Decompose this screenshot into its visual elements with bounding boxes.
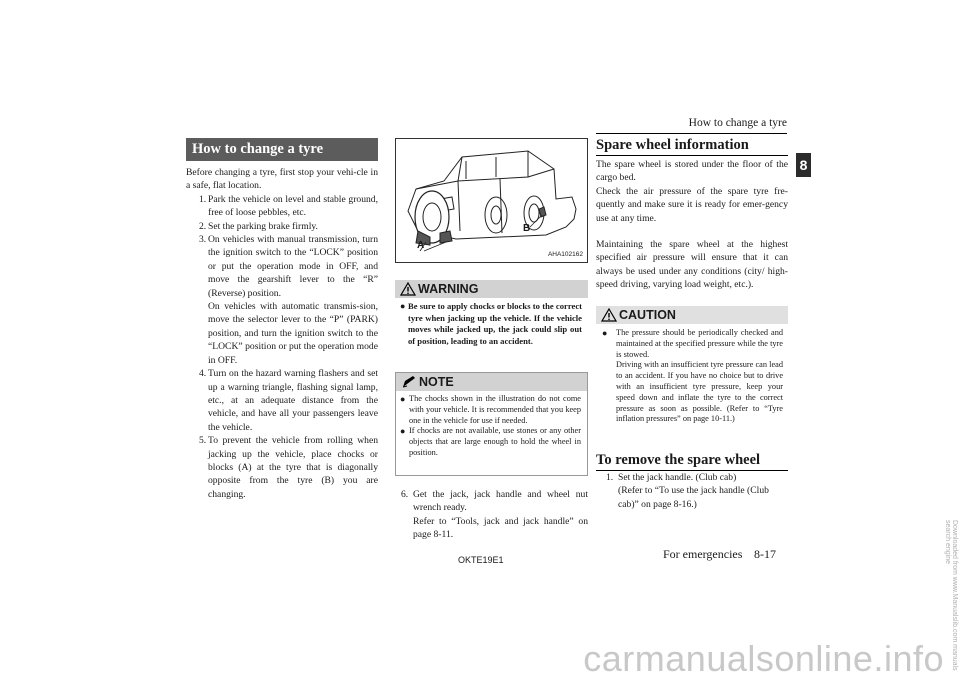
warning-box	[395, 280, 588, 361]
warning-triangle-icon	[400, 282, 416, 296]
chapter-tab[interactable]: 8	[796, 153, 811, 177]
remove-step-1: 1. Set the jack handle. (Club cab) (Refer to “To use the jack handle (Club cab)” on page 8-16.)	[596, 471, 788, 511]
caution-text-1: The pressure should be periodically checked and maintained at the specified pressure while the tyre is stowed.	[616, 328, 783, 359]
note-label: NOTE	[419, 375, 454, 389]
note-item-1: ● The chocks shown in the illustration do not come with your vehicle. It is recommended that you keep one in the vehicle for use if needed.	[400, 394, 581, 425]
warning-label: WARNING	[418, 282, 479, 296]
side-watermark: Downloaded from www.Manualslib.com manuals search engine	[944, 520, 958, 671]
section-title-spare-wheel: Spare wheel information	[596, 137, 749, 153]
left-column	[186, 166, 378, 501]
section-title-remove-spare: To remove the spare wheel	[596, 452, 761, 468]
truck-drawing	[396, 139, 587, 262]
footer-section: For emergencies	[663, 547, 743, 561]
step-6-reference[interactable]: Refer to “Tools, jack and jack handle” on page 8-11.	[413, 515, 588, 541]
remove-step-1-reference[interactable]: (Refer to “To use the jack handle (Club cab)” on page 8-16.)	[618, 485, 769, 510]
step-4: 4. Turn on the hazard warning flashers and set up a warning triangle, flashing signal lamp, etc., at an adequate distance from the vehicle, and have all your passengers leave the vehicle.	[199, 368, 378, 433]
watermark: carmanualsonline.info	[583, 638, 944, 679]
bullet-icon: ●	[602, 328, 608, 338]
callout-b: B	[523, 223, 531, 234]
page-number: 8-17	[754, 547, 776, 561]
step-2: 2. Set the parking brake firmly.	[199, 220, 318, 232]
steps-list	[186, 193, 378, 501]
para-2: Check the air pressure of the spare tyre fre-quently and make sure it is ready for emer-gency use at any time.	[596, 185, 788, 224]
note-box	[395, 372, 588, 476]
section-title-change-tyre: How to change a tyre	[186, 138, 378, 161]
header-rule	[596, 133, 787, 134]
intro-text: Before changing a tyre, first stop your vehi-cle in a safe, flat location.	[186, 167, 378, 192]
step-6: 6. Get the jack, jack handle and wheel nut wrench ready. Refer to “Tools, jack and jack handle” on page 8-11.	[395, 488, 588, 542]
caution-label: CAUTION	[619, 308, 676, 322]
spare-wheel-text	[596, 158, 788, 292]
warning-header	[395, 280, 588, 298]
figure-code: AHA102162	[547, 251, 583, 258]
running-header: How to change a tyre	[688, 117, 787, 129]
para-1: The spare wheel is stored under the floor of the cargo bed.	[596, 159, 788, 184]
step-3: 3. On vehicles with manual transmission, turn the ignition switch to the “LOCK” position or put the operation mode in OFF, and move the gearshift lever to the “R” (Reverse) position. On vehicles with automatic transmis-sion, move the selector lever to the “P” (PARK) position, and turn the ignition switch to the “LOCK” position or put the operation mode in OFF.	[199, 234, 378, 366]
document-code: OKTE19E1	[458, 555, 504, 565]
step-5: 5. To prevent the vehicle from rolling when jacking up the vehicle, place chocks or blocks (A) at the tyre that is diagonally opposite from the tyre (B) you are changing.	[199, 435, 378, 500]
step-1: 1. Park the vehicle on level and stable ground, free of loose pebbles, etc.	[199, 193, 378, 219]
note-item-2: ● If chocks are not available, use stones or any other objects that are large enough to hold the wheel in position.	[400, 426, 581, 457]
caution-box	[596, 306, 788, 439]
warning-text: Be sure to apply chocks or blocks to the correct tyre when jacking up the vehicle. If the vehicle moves while jacked up, the jack could slip out of position, leading to an accident.	[408, 301, 582, 346]
callout-a: A	[417, 240, 425, 251]
caution-header	[596, 306, 788, 324]
bullet-icon: ●	[400, 301, 406, 311]
section-rule	[596, 155, 788, 156]
note-header	[396, 373, 587, 391]
note-icon	[401, 375, 417, 389]
para-3: Maintaining the spare wheel at the highest specified air pressure will ensure that it can always be used under any conditions (city/ high-speed driving, varying load weight, etc.).	[596, 239, 788, 291]
vehicle-illustration	[395, 138, 588, 263]
caution-triangle-icon	[601, 308, 617, 322]
caution-text-2: Driving with an insufficient tyre pressure can lead to an accident. If you have no choice but to drive with an insufficient tyre pressure, keep your speed down and inflate the tyre to the correct pressure as soon as possible. (Refer to “Tyre inflation pressures” on page 10-11.)	[616, 360, 783, 424]
